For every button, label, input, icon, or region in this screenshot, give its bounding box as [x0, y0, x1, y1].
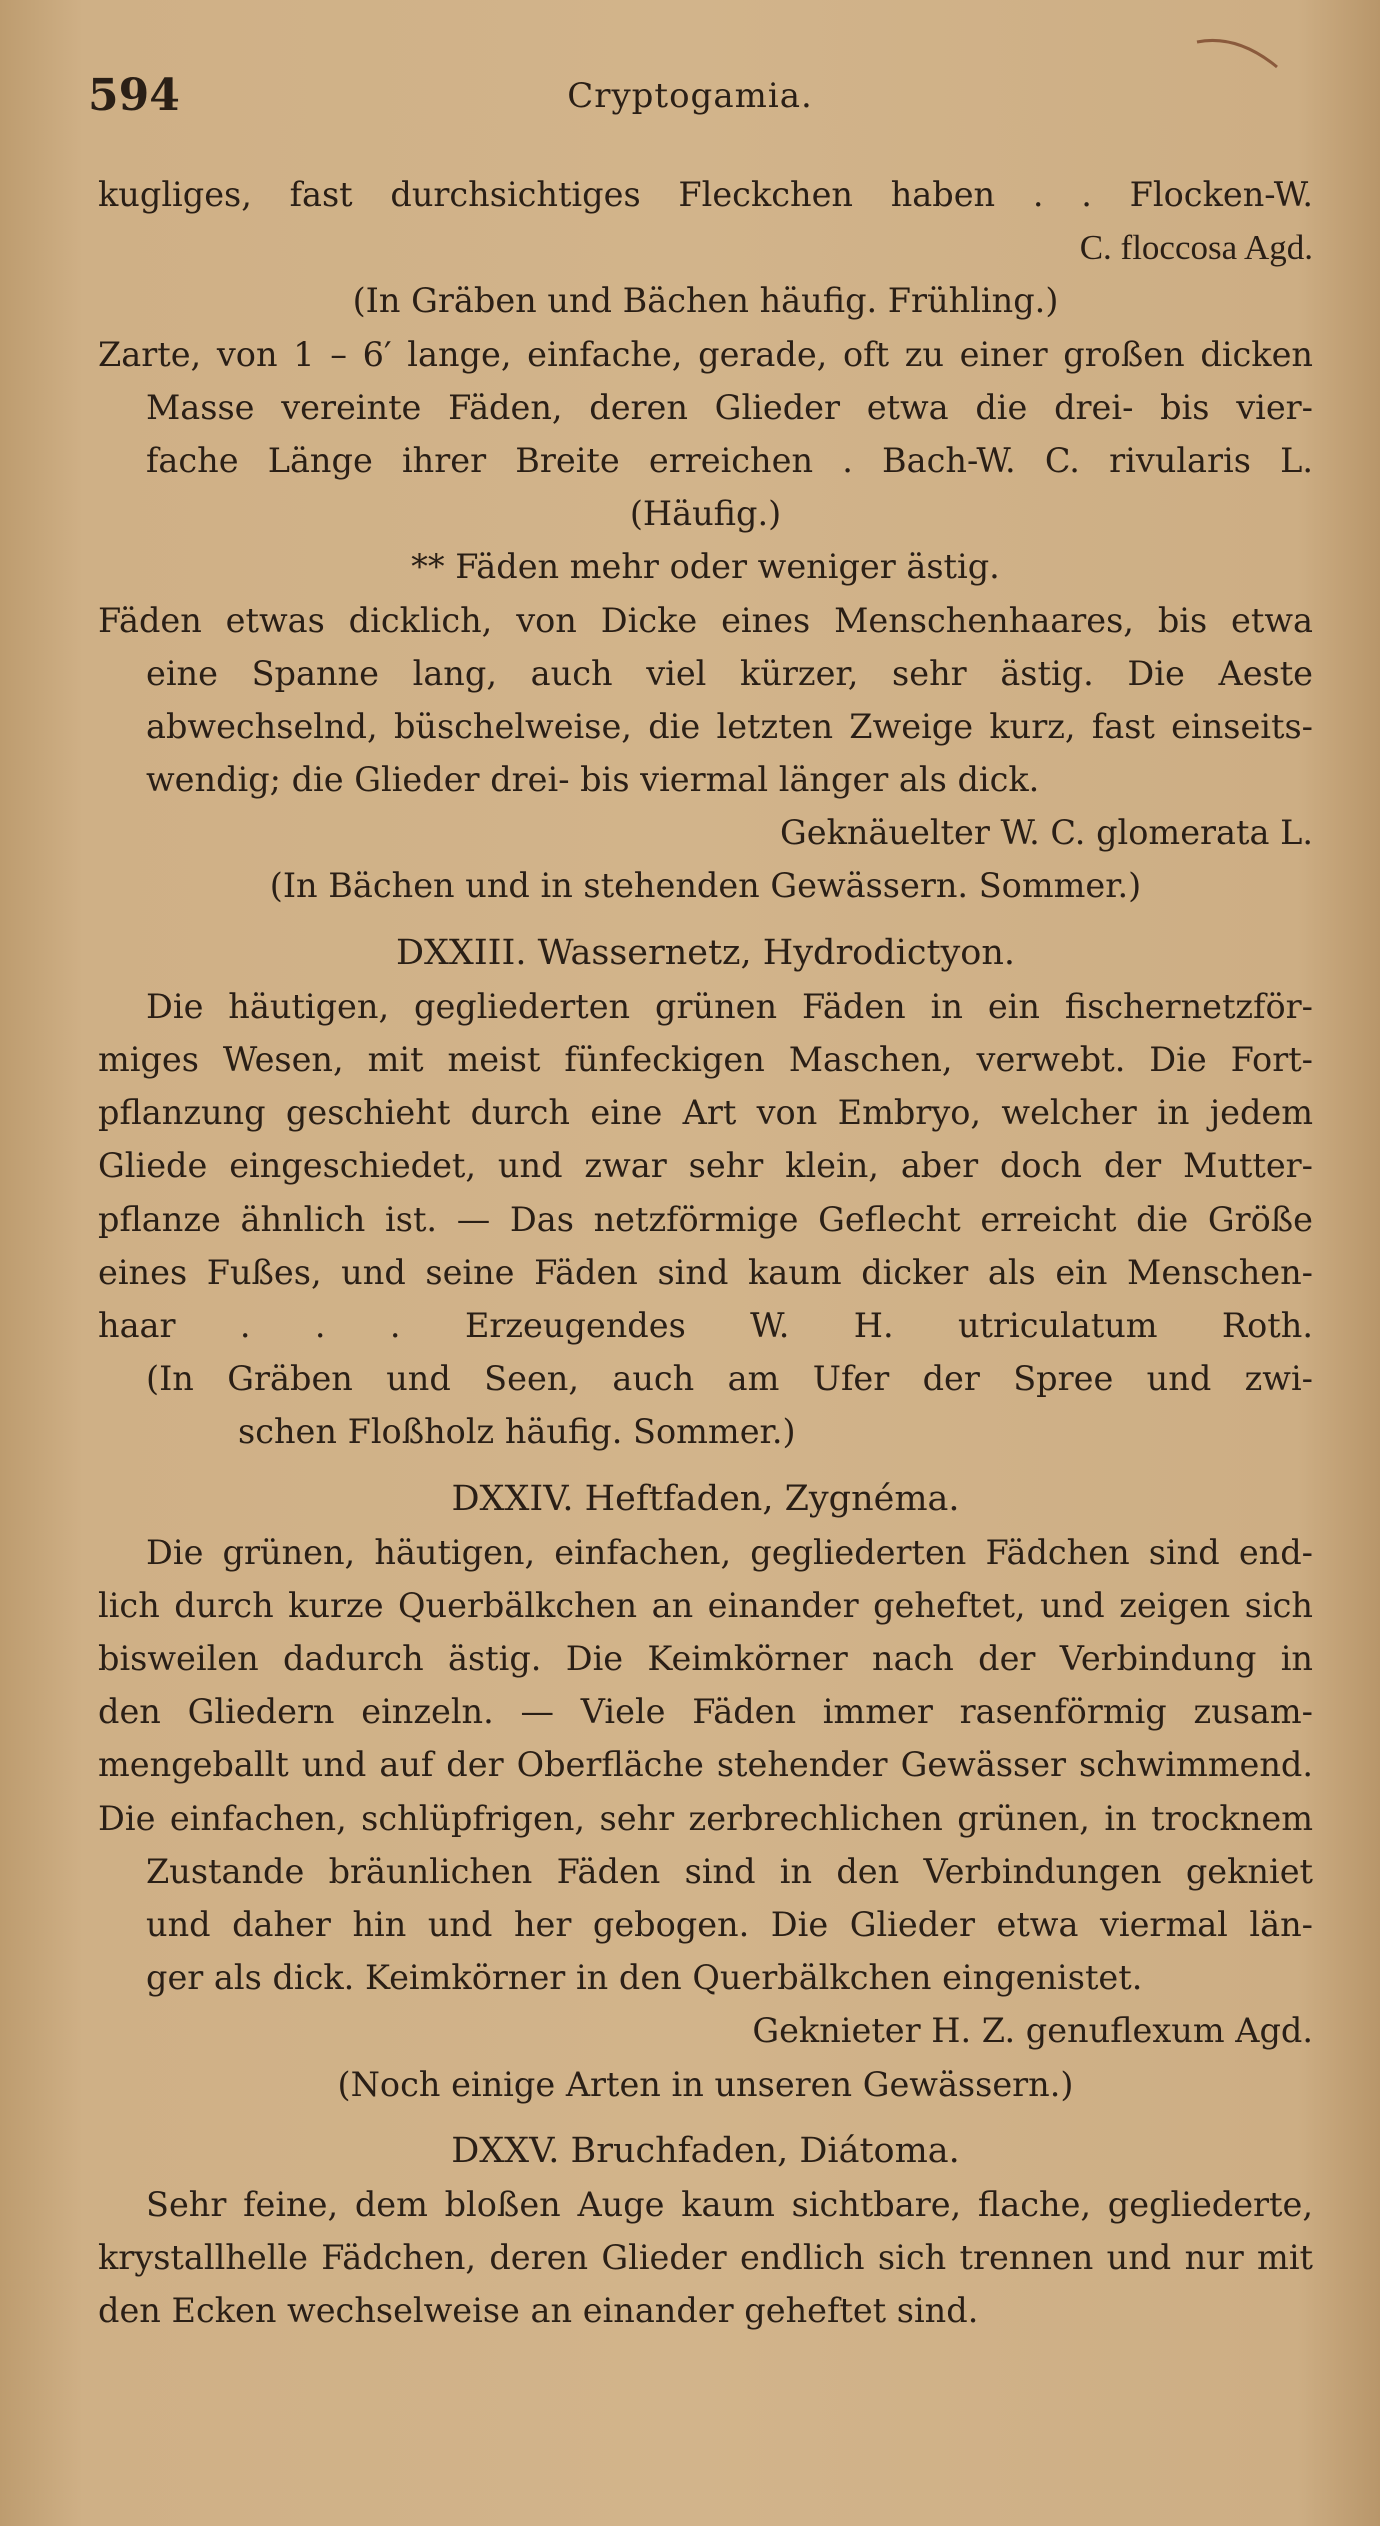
text-line: eine Spanne lang, auch viel kürzer, sehr ästig. Die Aeste — [146, 653, 1313, 693]
text-line: bisweilen dadurch ästig. Die Keimkörner nach der Verbindung in — [98, 1639, 1313, 1679]
text-line: (In Gräben und Bächen häufig. Frühling.) — [352, 281, 1059, 321]
text-line: pflanze ähnlich ist. — Das netzförmige Geflecht erreicht die Größe — [98, 1199, 1313, 1239]
text-line: Fäden etwas dicklich, von Dicke eines Menschenhaares, bis etwa — [98, 600, 1313, 640]
text-line: C. floccosa Agd. — [1079, 228, 1313, 268]
text-line: den Gliedern einzeln. — Viele Fäden immer rasenförmig zusam- — [98, 1692, 1313, 1732]
text-line: Zustande bräunlichen Fäden sind in den Verbindungen gekniet — [146, 1851, 1313, 1891]
running-head: Cryptogamia. — [567, 76, 813, 116]
text-line: miges Wesen, mit meist fünfeckigen Maschen, verwebt. Die Fort- — [98, 1040, 1313, 1079]
text-line: wendig; die Glieder drei- bis viermal länger als dick. — [146, 760, 1040, 800]
ink-mark-icon — [1192, 32, 1282, 72]
text-line: pflanzung geschieht durch eine Art von Embryo, welcher in jedem — [98, 1093, 1313, 1133]
text-line: Die grünen, häutigen, einfachen, gegliederten Fädchen sind end- — [146, 1532, 1313, 1572]
page-header — [88, 70, 1292, 130]
text-line: Geknieter H. Z. genuflexum Agd. — [752, 2011, 1313, 2051]
text-line: Masse vereinte Fäden, deren Glieder etwa die drei- bis vier- — [146, 387, 1313, 427]
text-line: Sehr feine, dem bloßen Auge kaum sichtbare, flache, gegliederte, — [146, 2184, 1313, 2224]
text-line: DXXIII. Wassernetz, Hydrodictyon. — [395, 932, 1016, 973]
text-line: (Häufig.) — [629, 494, 782, 534]
text-line: schen Floßholz häufig. Sommer.) — [238, 1412, 796, 1452]
text-line: haar . . . Erzeugendes W. H. utriculatum Roth. — [98, 1305, 1313, 1345]
text-line: (In Bächen und in stehenden Gewässern. Sommer.) — [269, 866, 1142, 906]
text-line: (Noch einige Arten in unseren Gewässern.) — [337, 2064, 1074, 2104]
page-body — [98, 168, 1313, 2338]
page-number: 594 — [88, 70, 180, 121]
text-line: kugliges, fast durchsichtiges Fleckchen haben . . Flocken-W. — [98, 175, 1313, 214]
text-line: fache Länge ihrer Breite erreichen . Bach-W. C. rivularis L. — [146, 440, 1313, 480]
text-line: (In Gräben und Seen, auch am Ufer der Spree und zwi- — [146, 1359, 1313, 1399]
text-line: Die einfachen, schlüpfrigen, sehr zerbrechlichen grünen, in trocknem — [98, 1798, 1313, 1838]
text-line: Geknäuelter W. C. glomerata L. — [780, 813, 1313, 853]
text-line: eines Fußes, und seine Fäden sind kaum dicker als ein Menschen- — [98, 1252, 1313, 1292]
text-line: Die häutigen, gegliederten grünen Fäden in ein fischernetzför- — [146, 986, 1313, 1026]
text-line: ** Fäden mehr oder weniger ästig. — [411, 547, 1000, 587]
text-line: DXXV. Bruchfaden, Diátoma. — [451, 2130, 960, 2171]
text-line: und daher hin und her gebogen. Die Glieder etwa viermal län- — [146, 1905, 1313, 1944]
text-line: Gliede eingeschiedet, und zwar sehr klein, aber doch der Mutter- — [98, 1146, 1313, 1186]
text-line: mengeballt und auf der Oberfläche stehender Gewässer schwimmend. — [98, 1745, 1313, 1785]
text-line: abwechselnd, büschelweise, die letzten Zweige kurz, fast einseits- — [146, 706, 1313, 746]
text-line: Zarte, von 1 – 6′ lange, einfache, gerade, oft zu einer großen dicken — [98, 334, 1313, 374]
text-line: lich durch kurze Querbälkchen an einander geheftet, und zeigen sich — [98, 1585, 1313, 1625]
text-line: DXXIV. Heftfaden, Zygnéma. — [451, 1478, 960, 1519]
text-line: ger als dick. Keimkörner in den Querbälkchen eingenistet. — [146, 1958, 1143, 1998]
text-line: krystallhelle Fädchen, deren Glieder endlich sich trennen und nur mit — [98, 2238, 1313, 2278]
text-line: den Ecken wechselweise an einander geheftet sind. — [98, 2291, 979, 2331]
